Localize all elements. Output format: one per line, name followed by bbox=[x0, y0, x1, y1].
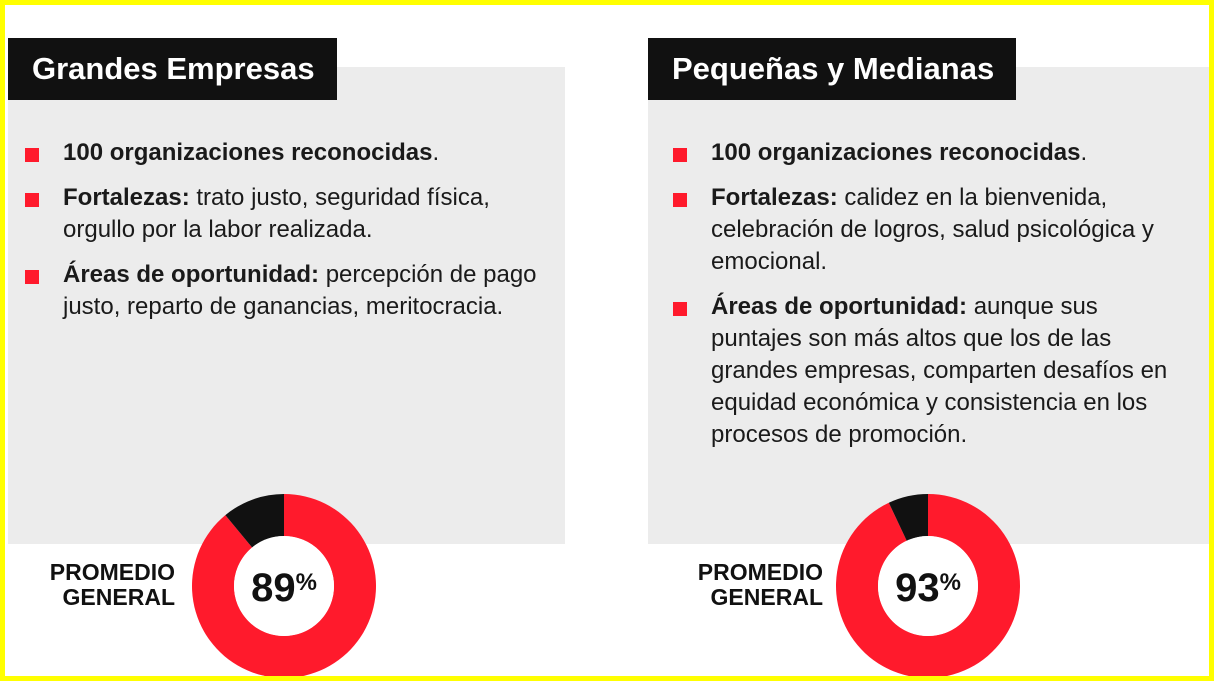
bullet-square-icon bbox=[25, 270, 39, 284]
bullet-bold-text: Áreas de oportunidad: bbox=[711, 293, 968, 320]
panel-title-pymes: Pequeñas y Medianas bbox=[648, 38, 1016, 100]
average-label-line2: GENERAL bbox=[710, 584, 823, 610]
bullet-item bbox=[673, 291, 1183, 451]
average-label-pymes bbox=[698, 560, 823, 610]
donut-chart-grandes bbox=[192, 494, 376, 678]
bullet-item bbox=[25, 137, 545, 169]
bullet-text: calidez en la bienvenida, celebración de logros, salud psicológica y emocional. bbox=[711, 184, 1154, 275]
average-label-line2: GENERAL bbox=[62, 584, 175, 610]
bullet-text: trato justo, seguridad física, orgullo por la labor realizada. bbox=[63, 184, 490, 243]
donut-center-value: 89% bbox=[251, 566, 317, 610]
bullet-item bbox=[673, 182, 1183, 278]
bullet-square-icon bbox=[673, 302, 687, 316]
bullet-square-icon bbox=[25, 148, 39, 162]
bullet-square-icon bbox=[25, 193, 39, 207]
average-label-line1: PROMEDIO bbox=[49, 559, 175, 585]
bullet-text: . bbox=[432, 139, 440, 166]
bullet-item bbox=[25, 259, 545, 323]
panel-title-grandes: Grandes Empresas bbox=[8, 38, 337, 100]
bullet-text: aunque sus puntajes son más altos que los de las grandes empresas, comparten desafíos en equidad económica y consistencia en los procesos de promoción. bbox=[711, 293, 1168, 448]
donut-center-value: 93% bbox=[895, 566, 961, 610]
average-label-line1: PROMEDIO bbox=[697, 559, 823, 585]
bullet-item bbox=[673, 137, 1183, 169]
bullet-text: . bbox=[1080, 139, 1088, 166]
bullet-list-pymes bbox=[673, 137, 1183, 464]
bullet-bold-text: 100 organizaciones reconocidas bbox=[711, 139, 1081, 166]
bullet-bold-text: Fortalezas: bbox=[63, 184, 190, 211]
bullet-bold-text: Fortalezas: bbox=[711, 184, 838, 211]
bullet-text: percepción de pago justo, reparto de ganancias, meritocracia. bbox=[63, 261, 537, 320]
bullet-bold-text: Áreas de oportunidad: bbox=[63, 261, 320, 288]
bullet-square-icon bbox=[673, 193, 687, 207]
bullet-list-grandes bbox=[25, 137, 545, 336]
donut-chart-pymes bbox=[836, 494, 1020, 678]
bullet-bold-text: 100 organizaciones reconocidas bbox=[63, 139, 433, 166]
average-label-grandes bbox=[50, 560, 175, 610]
bullet-square-icon bbox=[673, 148, 687, 162]
bullet-item bbox=[25, 182, 545, 246]
